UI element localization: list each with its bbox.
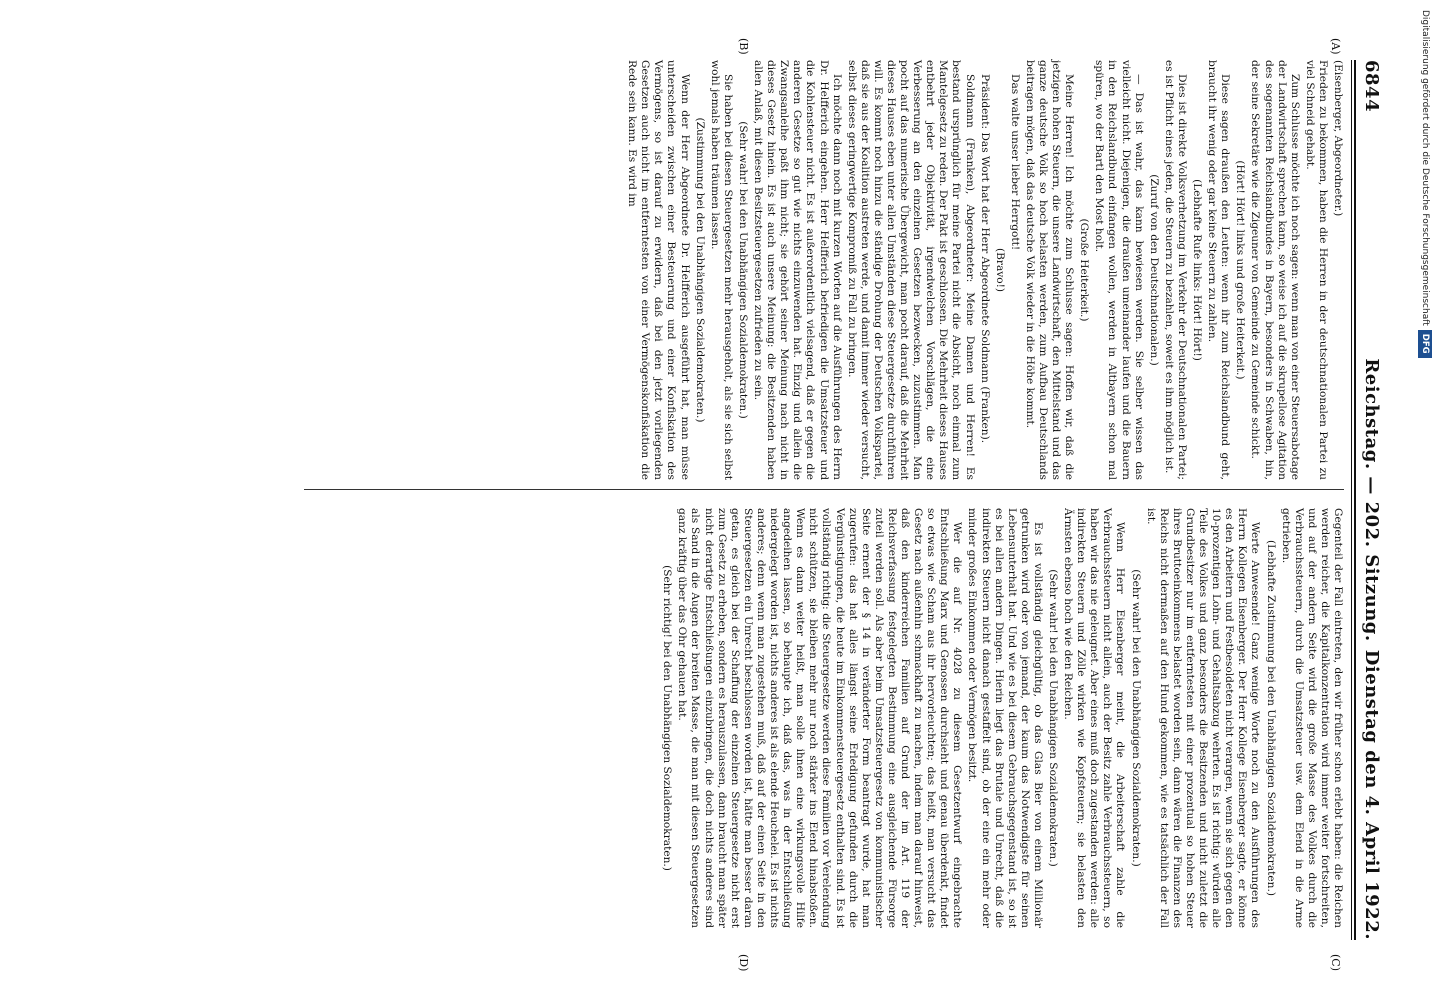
left-column	[623, 60, 1344, 480]
page-number: 6844	[1361, 60, 1382, 113]
margin-marker-d: (D)	[737, 954, 750, 972]
paragraph: Dies ist direkte Volksverhetzung im Verkehr der Deutschnationalen Partei; es ist Pflicht eines jeden, die Steuern zu bezahlen, soweit es ihm möglich ist.	[1162, 60, 1188, 480]
paragraph: Werte Anwesende! Ganz wenige Worte noch zu den Ausführungen des Herrn Kollegen Eisenberger. Der Herr Kollege Eisenberger sagte, er könne es den Arbeitern und Festbesoldeten nicht verargen, wenn sie sich gegen den 10-prozentigen Lohn- und Gehaltsabzug wehrten. Es ist richtig: würden alle Teile des Volkes und ganz besonders die Besitzenden und nicht zuletzt die Grundbesitzer nur im entferntesten mit einer prozentual so hohen Steuer ihres Bruttoeinkommens belastet worden sein, dann wären die Finanzen des Reichs nicht dermaßen auf den Hund gekommen, wie es tatsächlich der Fall ist.	[1144, 508, 1262, 928]
interjection: (Sehr wahr! bei den Unabhängigen Sozialdemokraten.)	[1047, 569, 1060, 867]
right-column	[658, 508, 1344, 928]
paragraph: Ich möchte dann noch mit kurzen Worten auf die Ausführungen des Herrn Dr. Helfferich eingehen. Herr Helfferich befriedigen die Umsatzsteuer und die Kohlensteuer nicht. Es ist außerordentlich vielsagend, daß er gegen die anderen Gesetze so gut wie nichts einzuwenden hat. Einzig und allein die Zwangsanleihe paßt ihm nicht; sie gehört seiner Meinung nach nicht in dieses Gesetz hinein. Es ist auch unsere Meinung: die Besitzenden haben allen Anlaß, mit diesen Besitzsteuergesetzen zufrieden zu sein.	[752, 60, 843, 480]
session-title: Reichstag. — 202. Sitzung.	[1361, 358, 1382, 642]
column-divider	[304, 489, 1344, 490]
paragraph: Frieden zu bekommen, haben die Herren in der deutschnationalen Partei zu viel Schneid gehabt.	[1303, 60, 1329, 480]
digitization-note	[1418, 10, 1432, 990]
paragraph: Diese sagen draußen den Leuten: wenn ihr zum Reichslandbund geht, braucht ihr wenig oder gar keine Steuern zu zahlen.	[1206, 60, 1232, 480]
paragraph: Wer die auf Nr. 4028 zu diesem Gesetzentwurf eingebrachte Entschließung Marx und Genossen durchsieht und genau überdenkt, findet so etwas wie Scham aus ihr hervorleuchten; das heißt, man versucht das Gesetz nach außenhin schmackhaft zu machen, indem man darauf hinweist, daß den kinderreichen Familien auf Grund der im Art. 119 der Reichsverfassung festgelegten Bestimmung eine ausgleichende Fürsorge zuteil werden soll. Als aber beim Umsatzsteuergesetz von kommunistischer Seite ernent der § 14 in veränderter Form beantragt wurde, hat man zugerufen: das hat alles längst seine Erledigung gefunden durch die Vergünstigungen, die heute im Einkommensteuergesetz enthalten sind. Es ist vollständig richtig: die Steuergesetze werden diese Familien vor Verelendung nicht schützen, sie bleiben mehr nur noch stärker ins Elend hinabstoßen. Wenn es dann weiter heißt, man solle ihnen eine wirkungsvolle Hilfe angedeihen lassen, so behaupte ich, daß das, was in der Entschließung niedergelegt worden ist, nichts anderes ist als elende Heuchelei. Es ist nichts anderes; denn wenn man zugestehen muß, daß auf der einen Seite in den Steuergesetzen ein Unrecht beschlossen worden ist, hätte man besser daran getan, es gleich bei der Schaffung der einzelnen Steuergesetze nicht erst zum Gesetz zu erheben, sondern es herauszulassen, dann braucht man später nicht derartige Entschließungen einzubringen, die doch nichts anderes sind als Sand in die Augen der breiten Masse, die man mit diesen Steuergesetzen ganz kräftig über das Ohr gehauen hat.	[676, 508, 964, 928]
paragraph: Gegenteil der Fall eintreten, den wir früher schon erlebt haben: die Reichen werden reicher, die Kapitalkonzentration wird immer weiter fortschreiten, und auf der andern Seite wird die große Masse des Volkes durch die Verbrauchssteuern, durch die Umsatzsteuer usw. dem Elend in die Arme getrieben.	[1279, 508, 1344, 928]
paragraph: Wenn der Herr Abgeordnete Dr. Helfferich ausgeführt hat, man müsse unterscheiden zwischen einer Besteuerung und einer Konfiskation des Vermögens, so ist darauf zu erwidern, daß bei den jetzt vorliegenden Gesetzen auch nicht im entferntesten von einer Vermögenskonfiskation die Rede sein kann. Es wird im	[626, 60, 691, 480]
paragraph: Zum Schlusse möchte ich noch sagen: wenn man von einer Steuersabotage der Landwirtschaft sprechen kann, so weise ich auf die skrupellose Agitation des sogenannten Reichslandbundes in Bayern, besonders in Schwaben, hin, der seine Sekretäre wie die Zigeuner von Gemeinde zu Gemeinde schickt.	[1249, 60, 1301, 480]
paragraph: Sie haben bei diesen Steuergesetzen mehr herausgeholt, als sie sich selbst wohl jemals haben träumen lassen.	[708, 60, 734, 480]
interjection: (Lebhafte Zustimmung bei den Unabhängigen Sozialdemokraten.)	[1264, 539, 1277, 897]
paragraph: Wenn Herr Eisenberger meint, die Arbeiterschaft zahle die Verbrauchssteuern nicht allein, auch der Besitz zahle Verbrauchssteuern, so haben wir das nie geleugnet. Aber eines muß doch zugestanden werden: alle indirekten Steuern und Zölle wirken wie Kopfsteuern; sie belasten den Ärmsten ebenso hoch wie den Reichen.	[1062, 508, 1127, 928]
digitization-text: Digitalisierung gefördert durch die Deutsche Forschungsgemeinschaft	[1420, 10, 1430, 326]
page-header	[1358, 60, 1386, 940]
interjection: (Sehr wahr! bei den Unabhängigen Sozialdemokraten.)	[1129, 569, 1142, 867]
speech-opening: Soldmann (Franken), Abgeordneter: Meine Damen und Herren! Es bestand ursprünglich für meine Partei nicht die Absicht, noch einmal zum Mantelgesetz zu reden. Der Pakt ist geschlossen. Die Mehrheit dieses Hauses entbehrt jeder Objektivität, irgendwelchen Vorschlägen, die eine Verbesserung an den einzelnen Gesetzen bezwecken, zuzustimmen. Man pocht auf das numerische Übergewicht, man pocht darauf, daß die Mehrheit dieses Hauses eben unter allen Umständen diese Steuergesetze durchführen will. Es kommt noch hinzu die ständige Drohung der Deutschen Volkspartei, daß sie aus der Koalition austreten werde, und damit immer wieder versucht, selbst dieses geringwertige Kompromiß zu Fall zu bringen.	[845, 60, 976, 480]
scanned-page	[70, 20, 1400, 980]
interjection: (Lebhafte Rufe links: Hört! Hört!)	[1191, 179, 1204, 361]
margin-marker-a: (A)	[1329, 38, 1342, 55]
interjection: (Hört! Hört! links und große Heiterkeit.)	[1234, 160, 1247, 380]
paragraph: Es ist vollständig gleichgültig, ob das Glas Bier von einem Millionär getrunken wird oder von jemand, der kaum das Notwendigste für seinen Lebensunterhalt hat. Und wie es bei diesem Gebrauchsgegenstand ist, so ist es bei allen andern Dingen. Hierin liegt das Brutale und Unrecht, daß die indirekten Steuern nicht danach gestaffelt sind, ob der eine ein mehr oder minder großes Einkommen oder Vermögen besitzt.	[966, 508, 1044, 928]
interjection: (Zuruf von den Deutschnationalen.)	[1147, 174, 1160, 366]
paragraph: Das walte unser lieber Herrgott!	[1008, 74, 1021, 251]
interjection: (Bravo!)	[993, 247, 1006, 293]
paragraph: — Das ist wahr, das kann bewiesen werden. Sie selber wissen das vielleicht nicht. Diejenigen, die draußen umeinander laufen und die Bauern in den Reichslandbund einfangen wollen, werden in Altbayern schon mal spüren, wo der Bartl den Most holt.	[1093, 60, 1145, 480]
header-rule	[1354, 60, 1356, 940]
interjection: (Große Heiterkeit.)	[1078, 218, 1091, 322]
margin-marker-b: (B)	[737, 38, 750, 55]
margin-marker-c: (C)	[1329, 954, 1342, 971]
interjection: (Sehr wahr! bei den Unabhängigen Sozialdemokraten.)	[736, 121, 749, 419]
dfg-logo-badge: DFG	[1418, 330, 1432, 358]
interjection: (Sehr richtig! bei den Unabhängigen Sozialdemokraten.)	[661, 565, 674, 871]
speaker-caption: (Eisenberger, Abgeordneter.)	[1332, 60, 1344, 217]
header-rule-thin	[1351, 60, 1352, 940]
session-date: Dienstag den 4. April 1922.	[1361, 649, 1382, 940]
president-statement: Präsident: Das Wort hat der Herr Abgeordnete Soldmann (Franken).	[978, 74, 991, 444]
interjection: (Zustimmung bei den Unabhängigen Sozialdemokraten.)	[693, 117, 706, 423]
paragraph: Meine Herren! Ich möchte zum Schlusse sagen: Hoffen wir, daß die jetzigen hohen Steuern, die unsere Landwirtschaft, den Mittelstand und das ganze deutsche Volk so hoch belasten werden, zum Aufbau Deutschlands beitragen mögen, daß das deutsche Volk wieder in die Höhe kommt.	[1023, 60, 1076, 480]
